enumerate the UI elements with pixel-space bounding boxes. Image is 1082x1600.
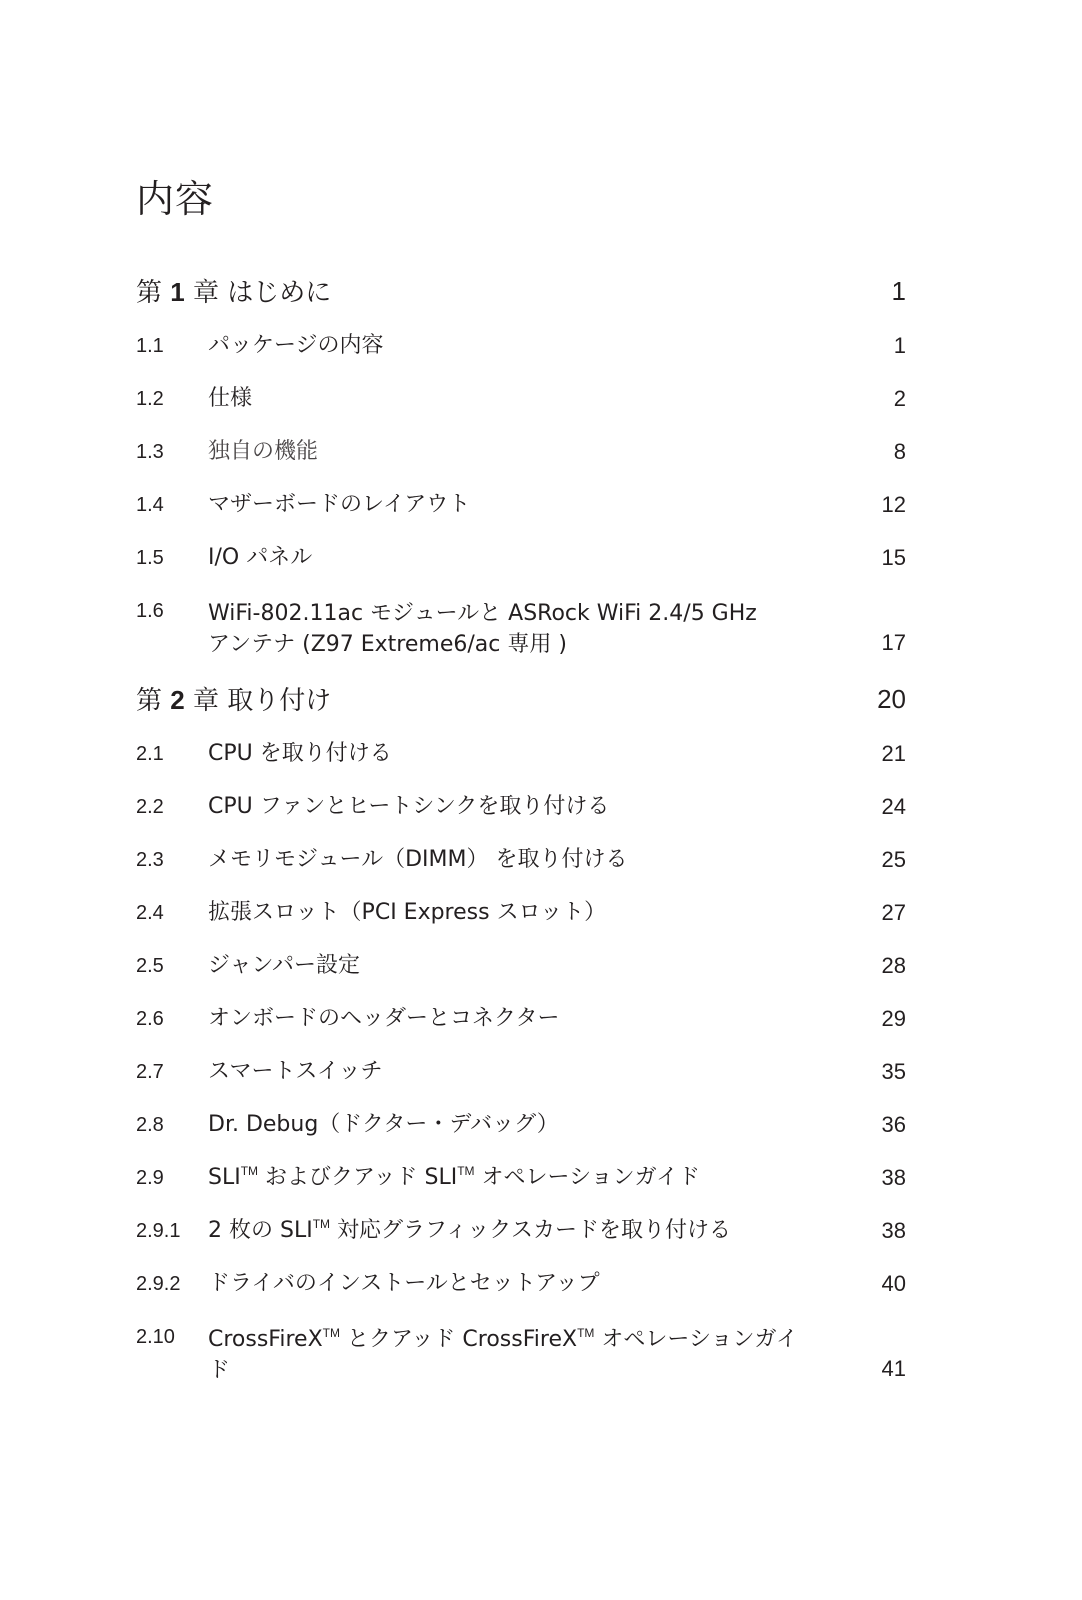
- entry-page: 38: [881, 1165, 906, 1190]
- entry-number: 2.2: [136, 796, 164, 818]
- chapter-1-page: 1: [891, 276, 906, 306]
- entry-title-line-2: アンテナ (Z97 Extreme6/ac 専用 ): [208, 632, 567, 657]
- entry-page: 17: [881, 630, 906, 655]
- entry-number: 2.7: [136, 1061, 164, 1083]
- entry-page: 15: [881, 545, 906, 570]
- toc-entry-2-9[interactable]: [136, 1165, 906, 1191]
- entry-number: 1.2: [136, 388, 164, 410]
- entry-number: 2.3: [136, 849, 164, 871]
- toc-page: [136, 0, 906, 1600]
- entry-title: SLI™ およびクアッド SLI™ オペレーションガイド: [208, 1164, 701, 1190]
- toc-entry-2-9-1[interactable]: [136, 1218, 906, 1244]
- toc-entry-1-2[interactable]: [136, 386, 906, 412]
- entry-title: 仕様: [208, 386, 253, 411]
- entry-title: メモリモジュール（DIMM） を取り付ける: [208, 847, 628, 872]
- entry-page: 40: [881, 1271, 906, 1296]
- table-of-contents: [136, 278, 906, 1382]
- toc-entry-2-5[interactable]: [136, 953, 906, 979]
- toc-entry-1-1[interactable]: [136, 333, 906, 359]
- entry-title: CPU ファンとヒートシンクを取り付ける: [208, 794, 610, 819]
- entry-title: パッケージの内容: [208, 333, 384, 358]
- page-title: 内容: [136, 177, 215, 221]
- toc-entry-2-3[interactable]: [136, 847, 906, 873]
- entry-number: 1.5: [136, 547, 164, 569]
- entry-number: 2.9.2: [136, 1273, 181, 1295]
- entry-number: 2.8: [136, 1114, 164, 1136]
- toc-entry-2-1[interactable]: [136, 741, 906, 767]
- toc-entry-1-4[interactable]: [136, 492, 906, 518]
- entry-title: 拡張スロット（PCI Express スロット）: [208, 900, 607, 925]
- chapter-2-page: 20: [877, 684, 906, 714]
- entry-title: スマートスイッチ: [208, 1059, 383, 1084]
- entry-page: 24: [881, 794, 906, 819]
- chapter-1-title: 第 1 章 はじめに: [136, 277, 332, 308]
- toc-entry-1-3[interactable]: [136, 439, 906, 465]
- entry-page: 27: [881, 900, 906, 925]
- entry-page: 2: [893, 386, 906, 411]
- entry-number: 2.1: [136, 743, 164, 765]
- toc-entry-2-4[interactable]: [136, 900, 906, 926]
- trademark-mark: TM: [312, 1217, 331, 1231]
- entry-page: 28: [881, 953, 906, 978]
- entry-number: 1.4: [136, 494, 164, 516]
- entry-title: I/O パネル: [208, 545, 313, 570]
- entry-number: 2.10: [136, 1326, 175, 1348]
- trademark-mark: TM: [577, 1326, 595, 1340]
- entry-title: CPU を取り付ける: [208, 741, 392, 766]
- toc-entry-2-10[interactable]: [136, 1324, 906, 1382]
- entry-page: 21: [881, 741, 906, 766]
- toc-entry-2-6[interactable]: [136, 1006, 906, 1032]
- entry-title: ジャンパー設定: [208, 953, 361, 978]
- entry-number: 2.9: [136, 1167, 164, 1189]
- toc-entry-2-7[interactable]: [136, 1059, 906, 1085]
- trademark-mark: TM: [457, 1164, 475, 1178]
- entry-title: Dr. Debug（ドクター・デバッグ）: [208, 1112, 559, 1137]
- entry-number: 1.1: [136, 335, 164, 357]
- entry-page: 12: [881, 492, 906, 517]
- entry-title-line-1: WiFi-802.11ac モジュールと ASRock WiFi 2.4/5 GHz: [208, 601, 757, 626]
- chapter-2-heading[interactable]: [136, 686, 906, 714]
- entry-number: 2.5: [136, 955, 164, 977]
- toc-entry-1-6[interactable]: [136, 598, 906, 656]
- entry-title: マザーボードのレイアウト: [208, 492, 471, 517]
- entry-page: 41: [881, 1356, 906, 1381]
- entry-number: 2.9.1: [136, 1220, 181, 1242]
- entry-title: 2 枚の SLI™ 対応グラフィックスカードを取り付ける: [208, 1217, 732, 1243]
- entry-page: 38: [881, 1218, 906, 1243]
- toc-entry-2-8[interactable]: [136, 1112, 906, 1138]
- toc-entry-2-2[interactable]: [136, 794, 906, 820]
- entry-number: 1.3: [136, 441, 164, 463]
- entry-title: ドライバのインストールとセットアップ: [208, 1271, 600, 1296]
- entry-number: 1.6: [136, 600, 164, 622]
- toc-entry-1-5[interactable]: [136, 545, 906, 571]
- trademark-mark: TM: [240, 1164, 259, 1178]
- entry-title: オンボードのヘッダーとコネクター: [208, 1006, 560, 1031]
- entry-title-line-2: ド: [208, 1358, 231, 1383]
- chapter-2-title: 第 2 章 取り付け: [136, 685, 332, 716]
- entry-page: 29: [881, 1006, 906, 1031]
- entry-page: 25: [881, 847, 906, 872]
- entry-number: 2.4: [136, 902, 164, 924]
- entry-title: 独自の機能: [208, 439, 319, 464]
- entry-page: 1: [893, 333, 906, 358]
- entry-page: 36: [881, 1112, 906, 1137]
- entry-number: 2.6: [136, 1008, 164, 1030]
- entry-page: 35: [881, 1059, 906, 1084]
- toc-entry-2-9-2[interactable]: [136, 1271, 906, 1297]
- chapter-1-heading[interactable]: [136, 278, 906, 306]
- entry-page: 8: [893, 439, 906, 464]
- entry-title: CrossFireX™ とクアッド CrossFireX™ オペレーションガイ ド: [208, 1326, 798, 1383]
- entry-title: [208, 598, 828, 660]
- trademark-mark: TM: [322, 1326, 340, 1340]
